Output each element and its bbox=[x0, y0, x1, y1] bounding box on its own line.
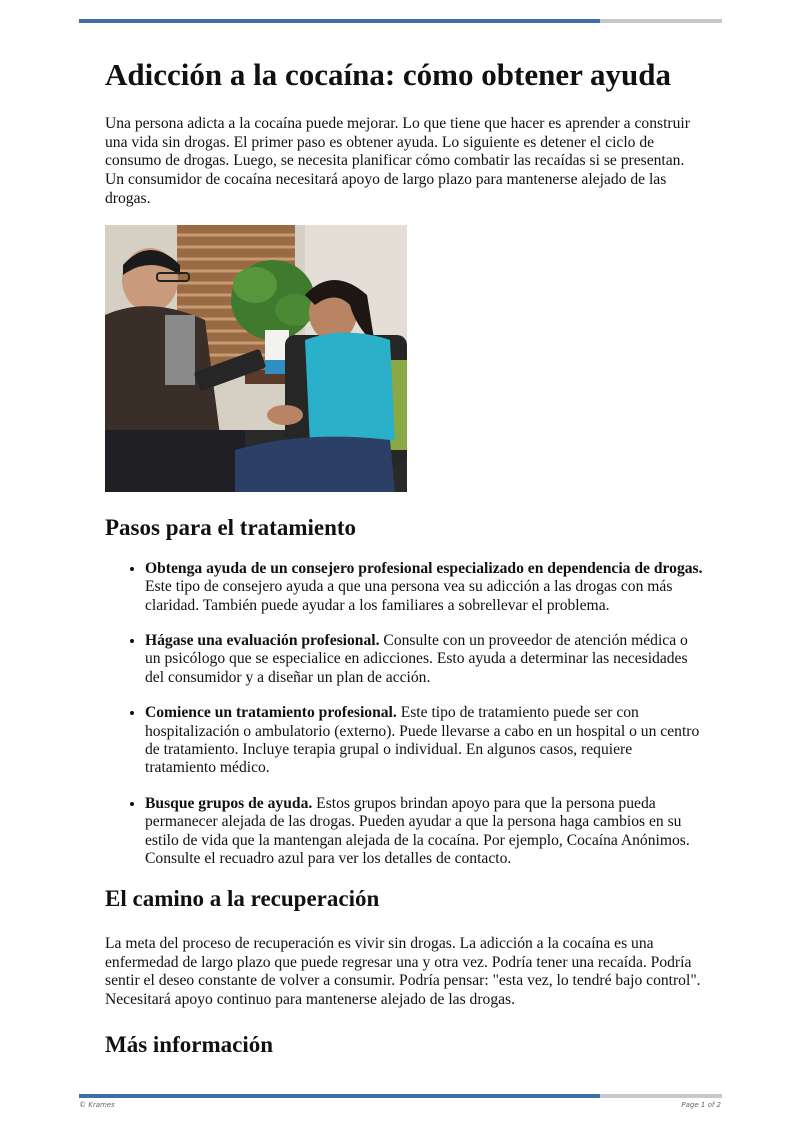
header-rule-accent bbox=[79, 19, 600, 23]
list-item bbox=[145, 795, 705, 869]
footer-copyright: © Krames bbox=[79, 1101, 115, 1109]
list-item-text: Este tipo de consejero ayuda a que una persona vea su adicción a las drogas con más claridad. También puede ayudar a los familiares a sobrellevar el problema. bbox=[145, 578, 673, 614]
section-heading-recovery: El camino a la recuperación bbox=[105, 886, 380, 912]
list-item-lead: Busque grupos de ayuda. bbox=[145, 794, 313, 812]
recovery-paragraph: La meta del proceso de recuperación es vivir sin drogas. La adicción a la cocaína es una enfermedad de largo plazo que puede regresar una y otra vez. Podría tener una recaída. Podría sentir el deseo constante de volver a consumir. Podría pensar: "esta vez, lo tendré bajo control". Necesitará apoyo continuo para mantenerse alejado de las drogas. bbox=[105, 935, 701, 1008]
list-item bbox=[145, 560, 705, 615]
document-content bbox=[105, 56, 705, 1059]
intro-paragraph: Una persona adicta a la cocaína puede mejorar. Lo que tiene que hacer es aprender a construir una vida sin drogas. El primer paso es obtener ayuda. Lo siguiente es detener el ciclo de consumo de drogas. Luego, se necesita planificar cómo combatir las recaídas si se presentan. Un consumidor de cocaína necesitará apoyo de largo plazo para mantenerse alejado de las drogas. bbox=[105, 115, 690, 207]
section-heading-treatment: Pasos para el tratamiento bbox=[105, 515, 357, 541]
list-item-text: Este tipo de tratamiento puede ser con hospitalización o ambulatorio (externo). Puede llevarse a cabo en un hospital o un centro de tratamiento. Incluye terapia grupal o individual. En algunos casos, requiere tratamiento médico. bbox=[145, 704, 700, 777]
list-item-text: Consulte con un proveedor de atención médica o un psicólogo que se especialice en adicciones. Esto ayuda a determinar las necesidades del consumidor y a diseñar un plan de acción. bbox=[145, 631, 688, 686]
list-item bbox=[145, 632, 705, 687]
list-item bbox=[145, 704, 705, 778]
treatment-steps-list bbox=[105, 560, 705, 869]
footer-page-number: Page 1 of 2 bbox=[681, 1101, 721, 1109]
counseling-photo bbox=[105, 225, 407, 492]
list-item-lead: Obtenga ayuda de un consejero profesional especializado en dependencia de drogas. bbox=[145, 559, 703, 577]
header-rule bbox=[79, 19, 722, 23]
list-item-text: Estos grupos brindan apoyo para que la persona pueda permanecer alejada de las drogas. Pueden ayudar a que la persona haga cambios en su estilo de vida que la mantengan alejada de la cocaína. Por ejemplo, Cocaína Anónimos. Consulte el recuadro azul para ver los detalles de contacto. bbox=[145, 794, 690, 868]
footer-rule bbox=[79, 1094, 722, 1098]
section-heading-more-info: Más información bbox=[105, 1032, 274, 1058]
footer-rule-accent bbox=[79, 1094, 600, 1098]
page-title: Adicción a la cocaína: cómo obtener ayuda bbox=[105, 57, 672, 92]
list-item-lead: Comience un tratamiento profesional. bbox=[145, 704, 397, 722]
list-item-lead: Hágase una evaluación profesional. bbox=[145, 631, 380, 649]
